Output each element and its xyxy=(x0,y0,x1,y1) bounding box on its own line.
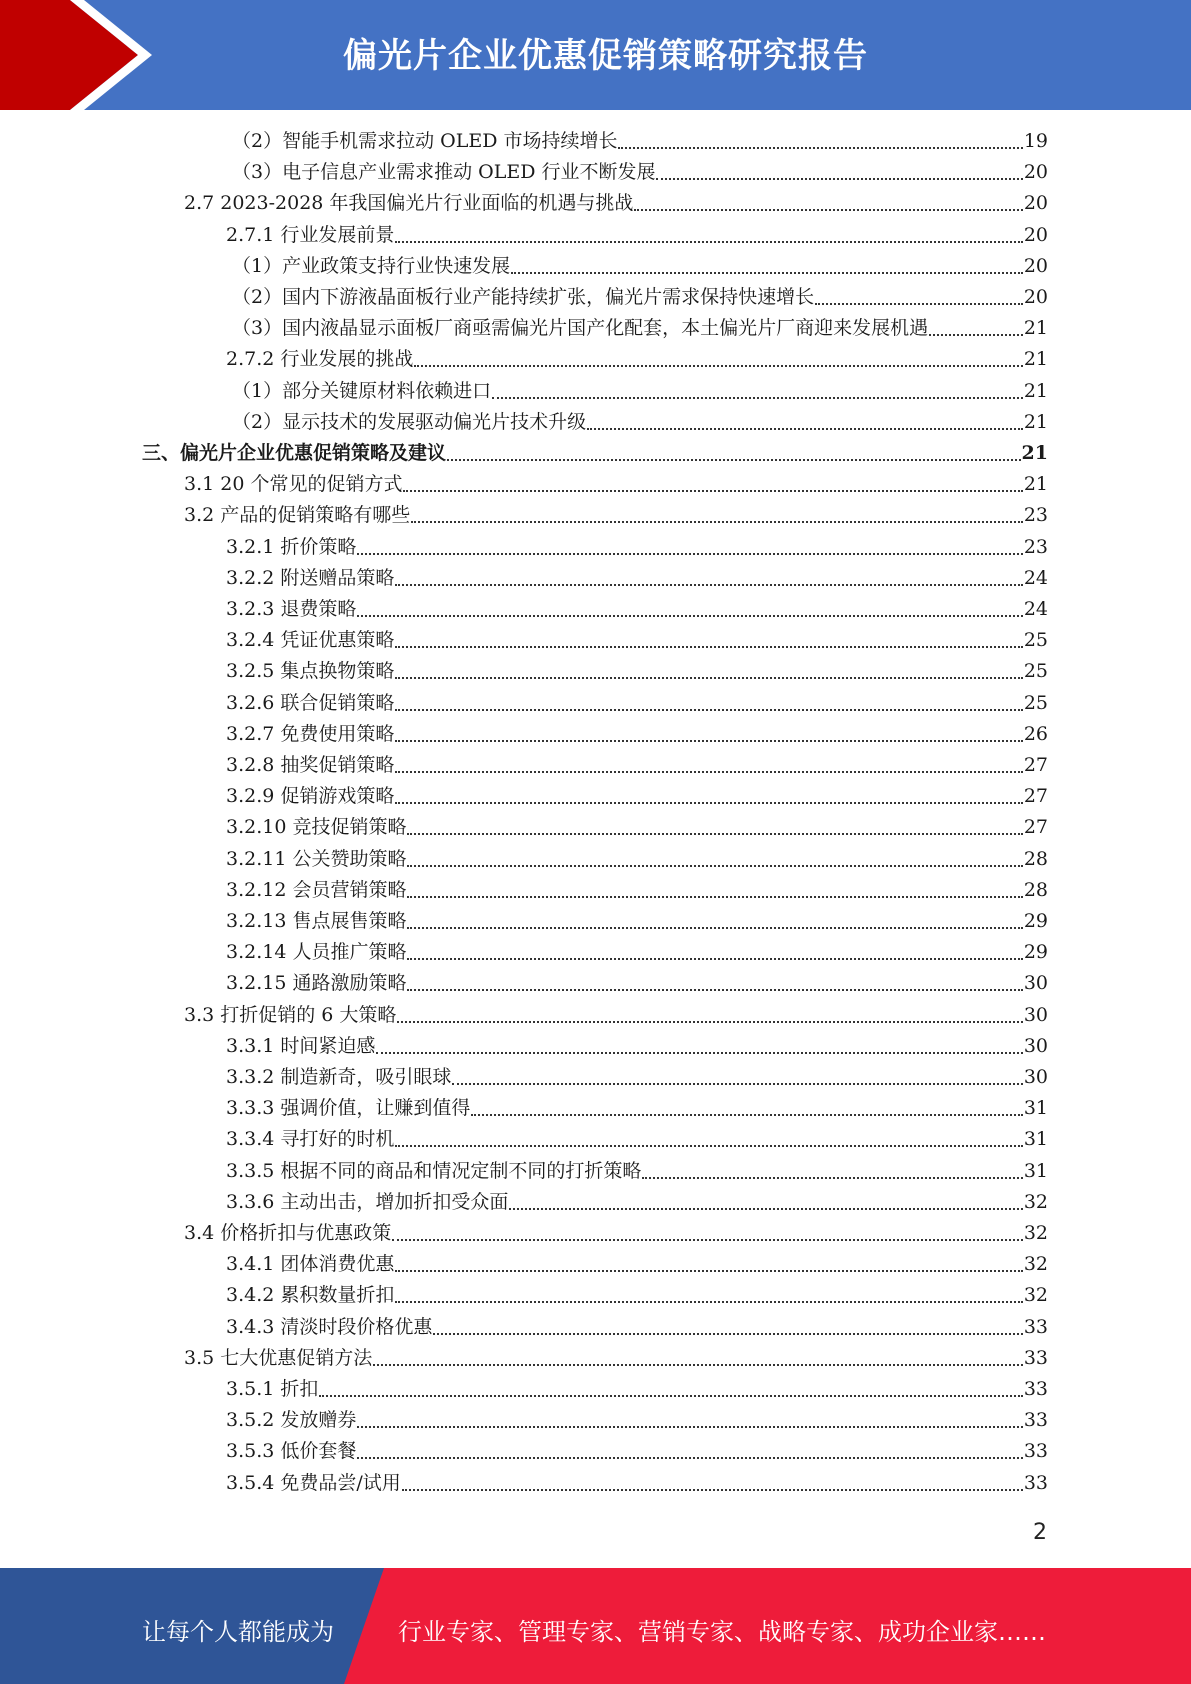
toc-dot-leader xyxy=(395,771,1022,773)
toc-dot-leader xyxy=(618,147,1022,149)
toc-entry-title: （2）显示技术的发展驱动偏光片技术升级 xyxy=(232,410,587,433)
toc-entry-title: 3.4.1 团体消费优惠 xyxy=(226,1253,395,1276)
toc-entry-page: 33 xyxy=(1023,1471,1048,1494)
toc-entry-page: 30 xyxy=(1023,972,1048,995)
toc-entry-title: 3.2.5 集点换物策略 xyxy=(226,660,395,683)
toc-entry-title: 3.2.11 公关赞助策略 xyxy=(226,847,407,870)
toc-entry-page: 20 xyxy=(1023,286,1048,308)
toc-dot-leader xyxy=(395,677,1022,679)
footer-slogan-left: 让每个人都能成为 xyxy=(142,1618,334,1646)
toc-entry-page: 25 xyxy=(1023,691,1048,714)
toc-dot-leader xyxy=(407,927,1022,929)
toc-dot-leader xyxy=(395,740,1022,742)
toc-entry-title: 3.2.2 附送赠品策略 xyxy=(226,566,395,589)
toc-dot-leader xyxy=(433,1333,1022,1335)
toc-dot-leader xyxy=(407,958,1022,960)
toc-entry-title: 3.3.4 寻打好的时机 xyxy=(226,1128,395,1151)
toc-entry-title: （1）产业政策支持行业快速发展 xyxy=(232,254,511,277)
toc-entry-page: 33 xyxy=(1023,1315,1048,1338)
toc-entry-title: 2.7.2 行业发展的挑战 xyxy=(226,348,414,371)
toc-dot-leader xyxy=(395,1145,1022,1147)
toc-entry-page: 26 xyxy=(1023,722,1048,745)
toc-entry-page: 28 xyxy=(1023,878,1048,901)
page-header xyxy=(0,0,1191,110)
toc-entry[interactable] xyxy=(226,781,1048,812)
toc-entry-title: 三、偏光片企业优惠促销策略及建议 xyxy=(142,442,447,464)
toc-entry[interactable] xyxy=(226,656,1048,687)
toc-entry-page: 32 xyxy=(1023,1284,1048,1307)
toc-entry-page: 32 xyxy=(1023,1253,1048,1276)
toc-entry[interactable] xyxy=(226,1280,1048,1311)
toc-entry[interactable] xyxy=(226,968,1048,999)
toc-dot-leader xyxy=(376,1052,1022,1054)
toc-entry-title: 3.2.1 折价策略 xyxy=(226,535,357,558)
toc-dot-leader xyxy=(395,802,1022,804)
toc-entry[interactable] xyxy=(226,844,1048,875)
toc-entry[interactable] xyxy=(232,282,1048,313)
toc-entry-title: 2.7.1 行业发展前景 xyxy=(226,223,395,246)
toc-entry[interactable] xyxy=(184,1218,1048,1249)
toc-entry-page: 21 xyxy=(1021,442,1048,464)
toc-entry-page: 20 xyxy=(1023,254,1048,277)
toc-dot-leader xyxy=(407,896,1022,898)
toc-entry-page: 31 xyxy=(1023,1128,1048,1151)
toc-dot-leader xyxy=(492,397,1023,399)
toc-entry[interactable] xyxy=(226,1405,1048,1436)
toc-dot-leader xyxy=(407,865,1022,867)
toc-entry-page: 31 xyxy=(1023,1159,1048,1182)
toc-entry-page: 30 xyxy=(1023,1003,1048,1026)
toc-dot-leader xyxy=(929,334,1023,336)
toc-entry-title: 3.5.1 折扣 xyxy=(226,1378,319,1400)
toc-entry-title: 3.1 20 个常见的促销方式 xyxy=(184,473,403,496)
toc-dot-leader xyxy=(395,709,1022,711)
toc-entry-title: 3.3.3 强调价值，让赚到值得 xyxy=(226,1097,471,1120)
toc-entry-title: 3.2.14 人员推广策略 xyxy=(226,941,407,964)
toc-entry-page: 19 xyxy=(1023,130,1048,152)
toc-entry-page: 21 xyxy=(1023,410,1048,433)
toc-entry-page: 20 xyxy=(1023,223,1048,246)
toc-dot-leader xyxy=(357,553,1022,555)
toc-entry-page: 28 xyxy=(1023,847,1048,870)
toc-entry-page: 21 xyxy=(1023,473,1048,496)
footer-slogan-right: 行业专家、管理专家、营销专家、战略专家、成功企业家…… xyxy=(398,1618,1046,1646)
toc-entry-page: 30 xyxy=(1023,1034,1048,1057)
toc-dot-leader xyxy=(642,1177,1022,1179)
toc-entry-page: 33 xyxy=(1023,1440,1048,1463)
toc-entry[interactable] xyxy=(226,220,1048,251)
toc-entry[interactable] xyxy=(232,313,1048,344)
toc-entry[interactable] xyxy=(226,1249,1048,1280)
toc-dot-leader xyxy=(395,1270,1022,1272)
toc-dot-leader xyxy=(447,459,1021,461)
toc-entry-page: 27 xyxy=(1023,754,1048,776)
toc-entry-page: 29 xyxy=(1023,910,1048,932)
toc-entry[interactable] xyxy=(232,157,1048,188)
toc-entry[interactable] xyxy=(226,937,1048,968)
toc-entry[interactable] xyxy=(184,188,1048,219)
toc-entry[interactable] xyxy=(232,251,1048,282)
toc-entry-title: 3.3 打折促销的 6 大策略 xyxy=(184,1003,397,1026)
toc-dot-leader xyxy=(656,178,1022,180)
toc-entry-title: 3.2.3 退费策略 xyxy=(226,598,357,620)
toc-entry[interactable] xyxy=(226,344,1048,375)
toc-dot-leader xyxy=(511,272,1023,274)
toc-entry-page: 32 xyxy=(1023,1190,1048,1213)
toc-entry-title: （1）部分关键原材料依赖进口 xyxy=(232,379,492,402)
toc-entry-page: 23 xyxy=(1023,535,1048,558)
toc-entry[interactable] xyxy=(226,875,1048,906)
toc-dot-leader xyxy=(411,521,1023,523)
page-number: 2 xyxy=(1033,1520,1047,1545)
toc-entry[interactable] xyxy=(226,750,1048,781)
toc-entry-page: 32 xyxy=(1023,1222,1048,1244)
toc-entry-title: （3）国内液晶显示面板厂商亟需偏光片国产化配套，本土偏光片厂商迎来发展机遇 xyxy=(232,317,929,340)
toc-entry[interactable] xyxy=(226,1031,1048,1062)
toc-entry-page: 33 xyxy=(1023,1346,1048,1369)
toc-entry-title: 3.2.6 联合促销策略 xyxy=(226,691,395,714)
toc-entry[interactable] xyxy=(226,719,1048,750)
toc-entry-title: 3.2.13 售点展售策略 xyxy=(226,910,407,932)
toc-entry-title: 3.2.10 竞技促销策略 xyxy=(226,816,407,839)
toc-entry-page: 21 xyxy=(1023,317,1048,340)
toc-entry-title: 3.5.3 低价套餐 xyxy=(226,1440,357,1463)
toc-dot-leader xyxy=(452,1083,1022,1085)
toc-entry[interactable] xyxy=(184,1343,1048,1374)
toc-dot-leader xyxy=(634,209,1022,211)
toc-entry-page: 24 xyxy=(1023,566,1048,589)
toc-entry[interactable] xyxy=(226,1062,1048,1093)
toc-entry-page: 31 xyxy=(1023,1097,1048,1120)
toc-entry-page: 27 xyxy=(1023,816,1048,839)
toc-entry-page: 24 xyxy=(1023,598,1048,620)
toc-entry[interactable] xyxy=(142,438,1048,469)
toc-entry-title: 3.2.12 会员营销策略 xyxy=(226,878,407,901)
toc-entry-title: 3.2.7 免费使用策略 xyxy=(226,722,395,745)
toc-entry[interactable] xyxy=(226,594,1048,625)
toc-entry[interactable] xyxy=(226,1312,1048,1343)
toc-dot-leader xyxy=(407,833,1022,835)
toc-entry-page: 20 xyxy=(1023,192,1048,215)
toc-dot-leader xyxy=(407,989,1022,991)
toc-dot-leader xyxy=(587,428,1023,430)
toc-dot-leader xyxy=(815,303,1023,305)
toc-entry-title: 3.2.4 凭证优惠策略 xyxy=(226,629,395,652)
toc-entry[interactable] xyxy=(226,1468,1048,1499)
toc-dot-leader xyxy=(395,1301,1022,1303)
toc-entry-page: 29 xyxy=(1023,941,1048,964)
toc-entry-title: 3.4 价格折扣与优惠政策 xyxy=(184,1222,392,1244)
toc-entry-page: 20 xyxy=(1023,161,1048,184)
report-title: 偏光片企业优惠促销策略研究报告 xyxy=(343,36,868,76)
toc-dot-leader xyxy=(357,615,1022,617)
toc-entry-page: 25 xyxy=(1023,660,1048,683)
toc-entry-title: 3.3.2 制造新奇，吸引眼球 xyxy=(226,1066,452,1088)
toc-dot-leader xyxy=(357,1426,1022,1428)
toc-entry-title: 3.5.2 发放赠券 xyxy=(226,1409,357,1432)
toc-entry[interactable] xyxy=(226,688,1048,719)
toc-entry-page: 21 xyxy=(1023,348,1048,371)
toc-entry-title: 3.3.1 时间紧迫感 xyxy=(226,1034,376,1057)
toc-entry-title: （2）国内下游液晶面板行业产能持续扩张，偏光片需求保持快速增长 xyxy=(232,286,815,308)
page-footer xyxy=(0,1568,1191,1684)
toc-entry[interactable] xyxy=(232,376,1048,407)
toc-dot-leader xyxy=(392,1239,1023,1241)
toc-entry-title: 3.2 产品的促销策略有哪些 xyxy=(184,504,411,527)
toc-dot-leader xyxy=(414,365,1022,367)
toc-dot-leader xyxy=(397,1021,1022,1023)
toc-dot-leader xyxy=(403,490,1022,492)
toc-entry[interactable] xyxy=(226,1093,1048,1124)
toc-entry-title: 3.3.6 主动出击，增加折扣受众面 xyxy=(226,1190,509,1213)
toc-entry[interactable] xyxy=(184,469,1048,500)
toc-entry-title: 3.4.2 累积数量折扣 xyxy=(226,1284,395,1307)
toc-entry-title: 3.2.8 抽奖促销策略 xyxy=(226,754,395,776)
toc-entry[interactable] xyxy=(226,1436,1048,1467)
toc-dot-leader xyxy=(395,646,1022,648)
toc-dot-leader xyxy=(509,1208,1022,1210)
toc-entry[interactable] xyxy=(232,407,1048,438)
toc-dot-leader xyxy=(395,241,1022,243)
toc-dot-leader xyxy=(319,1395,1022,1397)
toc-entry-title: 3.5 七大优惠促销方法 xyxy=(184,1346,373,1369)
toc-dot-leader xyxy=(357,1457,1022,1459)
toc-entry[interactable] xyxy=(226,812,1048,843)
toc-dot-leader xyxy=(373,1364,1023,1366)
toc-entry-title: （2）智能手机需求拉动 OLED 市场持续增长 xyxy=(232,130,618,152)
toc-entry-page: 21 xyxy=(1023,379,1048,402)
toc-entry-page: 23 xyxy=(1023,504,1048,527)
toc-entry[interactable] xyxy=(226,1374,1048,1405)
toc-entry[interactable] xyxy=(226,563,1048,594)
toc-entry[interactable] xyxy=(226,532,1048,563)
toc-entry[interactable] xyxy=(226,1187,1048,1218)
toc-entry-title: 3.3.5 根据不同的商品和情况定制不同的打折策略 xyxy=(226,1159,642,1182)
toc-dot-leader xyxy=(402,1489,1023,1491)
toc-entry-page: 30 xyxy=(1023,1066,1048,1088)
toc-entry-page: 33 xyxy=(1023,1378,1048,1400)
toc-entry-title: 2.7 2023-2028 年我国偏光片行业面临的机遇与挑战 xyxy=(184,192,634,215)
toc-entry-page: 27 xyxy=(1023,785,1048,808)
toc-entry[interactable] xyxy=(232,126,1048,157)
toc-entry[interactable] xyxy=(226,906,1048,937)
toc-entry[interactable] xyxy=(226,1124,1048,1155)
toc-entry-title: 3.2.15 通路激励策略 xyxy=(226,972,407,995)
toc-entry[interactable] xyxy=(184,500,1048,531)
toc-entry-page: 33 xyxy=(1023,1409,1048,1432)
toc-entry-title: （3）电子信息产业需求推动 OLED 行业不断发展 xyxy=(232,161,656,184)
toc-dot-leader xyxy=(395,584,1022,586)
toc-entry[interactable] xyxy=(226,625,1048,656)
toc-dot-leader xyxy=(471,1114,1022,1116)
toc-entry-title: 3.4.3 清淡时段价格优惠 xyxy=(226,1315,433,1338)
toc-entry[interactable] xyxy=(226,1156,1048,1187)
toc-entry[interactable] xyxy=(184,1000,1048,1031)
toc-entry-title: 3.2.9 促销游戏策略 xyxy=(226,785,395,808)
toc-entry-page: 25 xyxy=(1023,629,1048,652)
toc-entry-title: 3.5.4 免费品尝/试用 xyxy=(226,1471,401,1494)
